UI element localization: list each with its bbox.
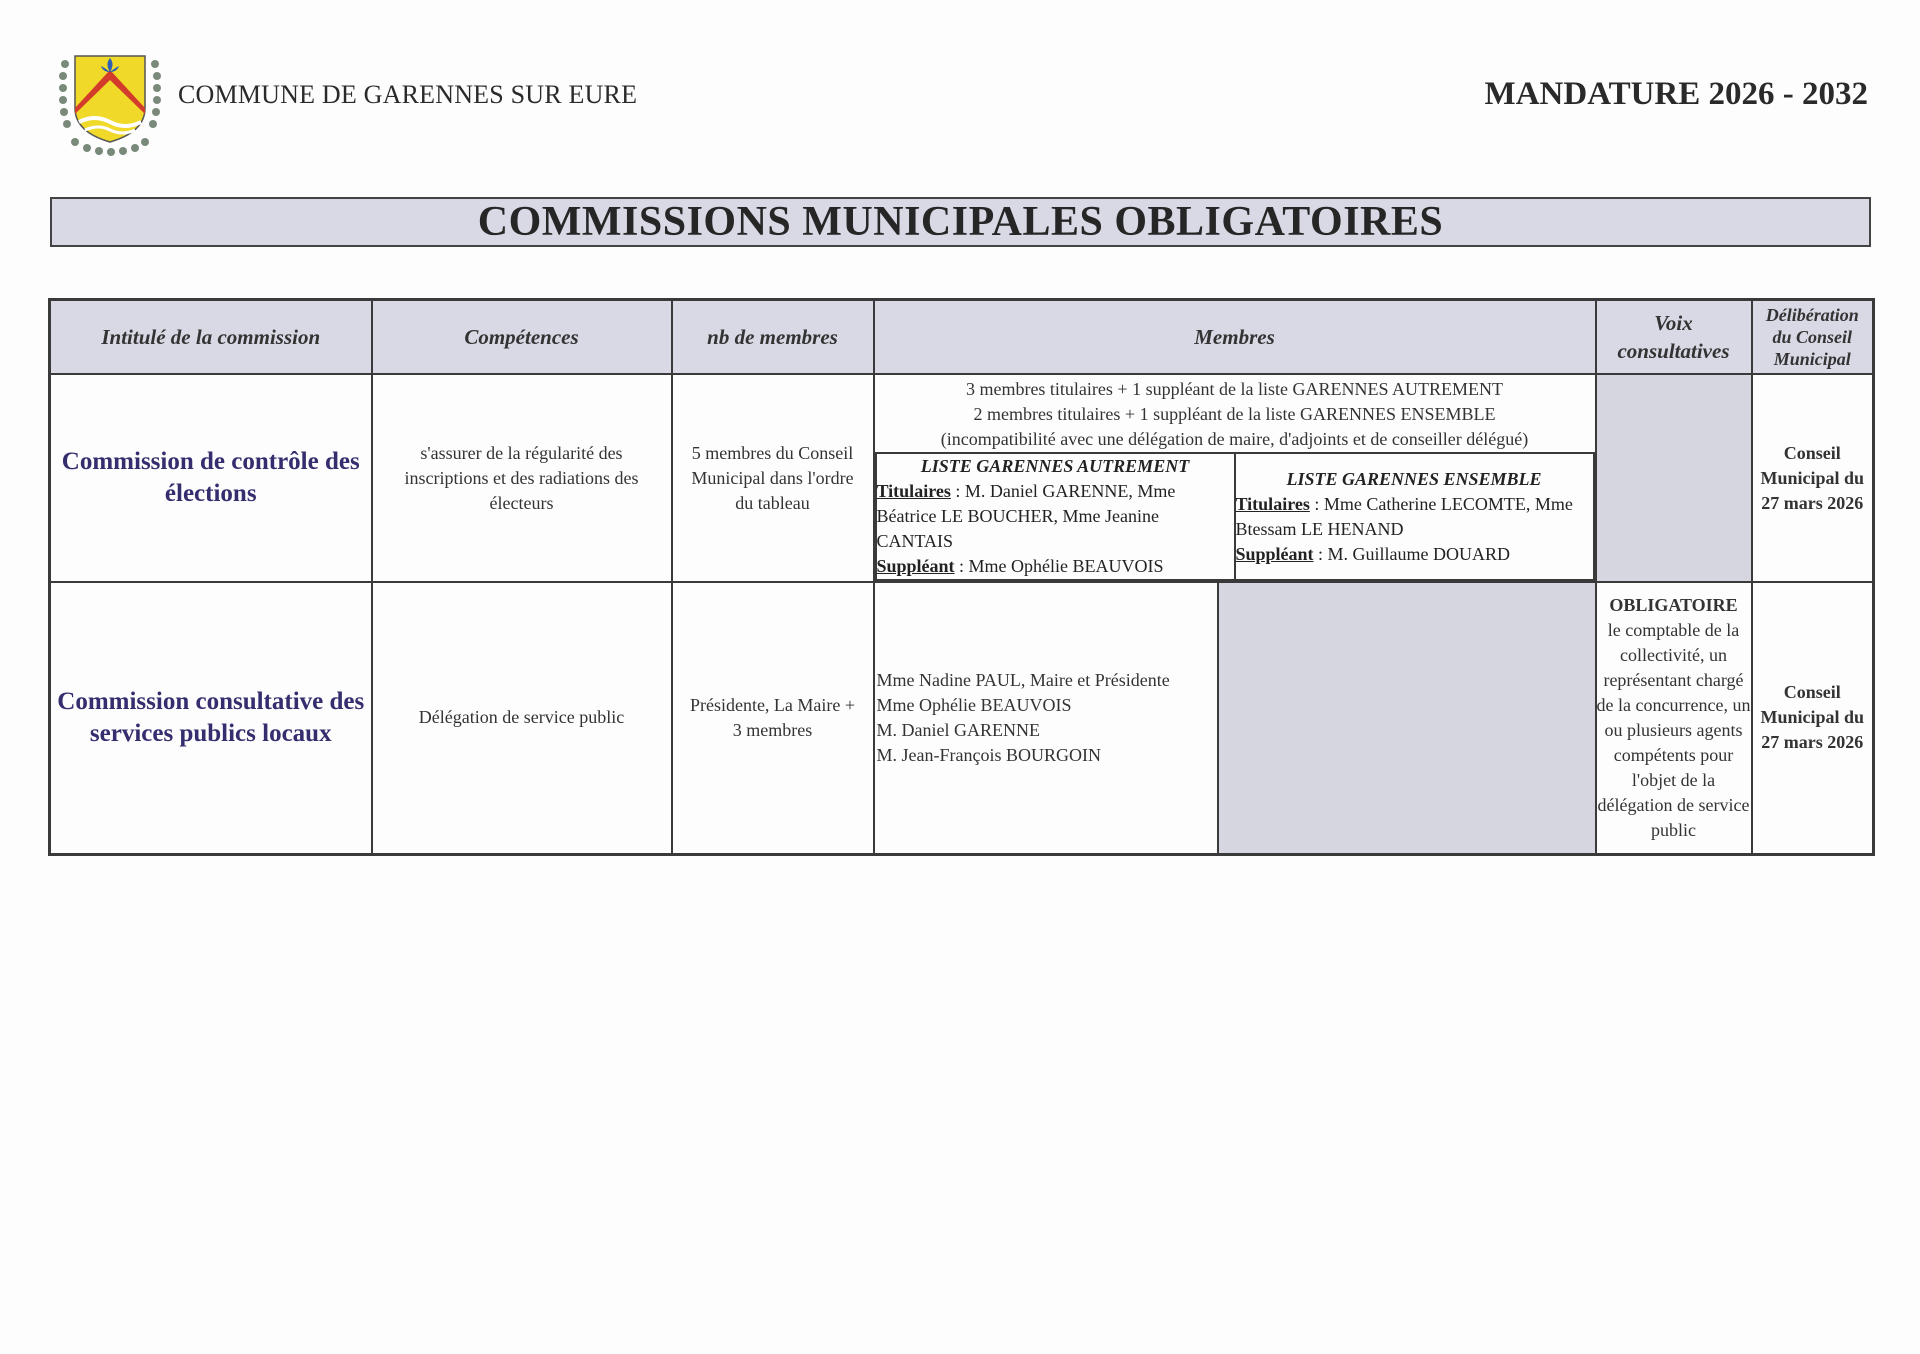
coat-of-arms-icon [55, 50, 165, 160]
header-intitule: Intitulé de la commission [50, 300, 372, 375]
member-name: M. Daniel GARENNE [876, 719, 1040, 740]
commission-deliberation: Conseil Municipal du 27 mars 2026 [1752, 582, 1874, 854]
commune-name: COMMUNE DE GARENNES SUR EURE [178, 80, 638, 109]
header-competences: Compétences [372, 300, 672, 375]
liste-titulaires [877, 479, 1234, 554]
liste-title: LISTE GARENNES AUTREMENT [920, 456, 1190, 476]
header-deliberation [1752, 300, 1874, 375]
suppleant-label: Suppléant [876, 556, 955, 576]
listes-table [875, 452, 1595, 581]
liste-titulaires [1236, 492, 1593, 542]
header-delib-line3: Municipal [1773, 349, 1851, 369]
liste-ensemble [1235, 453, 1594, 580]
commission-competences: Délégation de service public [372, 582, 672, 854]
titulaires-names: : M. Daniel GARENNE, Mme Béatrice LE BOUCHER, Mme Jeanine CANTAIS [876, 481, 1176, 551]
commission-name: Commission consultative des services publics locaux [50, 582, 372, 854]
mandature-label: MANDATURE 2026 - 2032 [1484, 76, 1868, 112]
header-voix-line1: Voix [1654, 311, 1693, 335]
liste-title: LISTE GARENNES ENSEMBLE [1286, 468, 1542, 489]
membres-empty-cell [1218, 582, 1596, 854]
voix-empty-cell [1596, 374, 1752, 582]
suppleant-name: : M. Guillaume DOUARD [1313, 543, 1511, 564]
commission-membres [874, 582, 1218, 854]
commission-name: Commission de contrôle des élections [50, 374, 372, 582]
voix-text: le comptable de la collectivité, un représentant chargé de la concurrence, un ou plusieurs agents compétents pour l'objet de la délégation de service public [1596, 619, 1751, 840]
membres-line: 3 membres titulaires + 1 suppléant de la liste GARENNES AUTREMENT [965, 379, 1504, 399]
titulaires-names: : Mme Catherine LECOMTE, Mme Btessam LE HENAND [1235, 493, 1573, 539]
commissions-table [48, 298, 1875, 856]
commission-competences: s'assurer de la régularité des inscriptions et des radiations des électeurs [372, 374, 672, 582]
commission-nb-membres: 5 membres du Conseil Municipal dans l'ordre du tableau [672, 374, 874, 582]
commission-deliberation: Conseil Municipal du 27 mars 2026 [1752, 374, 1874, 582]
page-header [0, 0, 1920, 170]
title-banner [50, 197, 1871, 247]
suppleant-label: Suppléant [1235, 543, 1314, 564]
liste-suppleant [1236, 542, 1593, 567]
membres-line: 2 membres titulaires + 1 suppléant de la liste GARENNES ENSEMBLE [973, 404, 1496, 424]
header-voix-line2: consultatives [1617, 339, 1730, 363]
table-row [50, 582, 1874, 854]
header-nb-membres: nb de membres [672, 300, 874, 375]
table-header-row [50, 300, 1874, 375]
membres-intro [875, 375, 1595, 452]
commission-nb-membres: Présidente, La Maire + 3 membres [672, 582, 874, 854]
titulaires-label: Titulaires [876, 481, 951, 501]
member-name: Mme Ophélie BEAUVOIS [876, 694, 1072, 715]
liste-autrement [876, 453, 1235, 580]
header-delib-line1: Délibération [1765, 305, 1859, 325]
commission-membres [874, 374, 1596, 582]
table-row [50, 374, 1874, 582]
suppleant-name: : Mme Ophélie BEAUVOIS [954, 556, 1164, 576]
liste-suppleant [877, 554, 1234, 579]
header-voix [1596, 300, 1752, 375]
commission-voix [1596, 582, 1752, 854]
member-name: M. Jean-François BOURGOIN [876, 744, 1101, 765]
header-membres: Membres [874, 300, 1596, 375]
member-name: Mme Nadine PAUL, Maire et Présidente [876, 669, 1170, 690]
page-title: COMMISSIONS MUNICIPALES OBLIGATOIRES [477, 199, 1444, 245]
membres-line: (incompatibilité avec une délégation de maire, d'adjoints et de conseiller délégué) [940, 429, 1529, 449]
header-delib-line2: du Conseil [1772, 327, 1853, 347]
titulaires-label: Titulaires [1235, 493, 1310, 514]
voix-obligatoire: OBLIGATOIRE [1609, 594, 1738, 615]
